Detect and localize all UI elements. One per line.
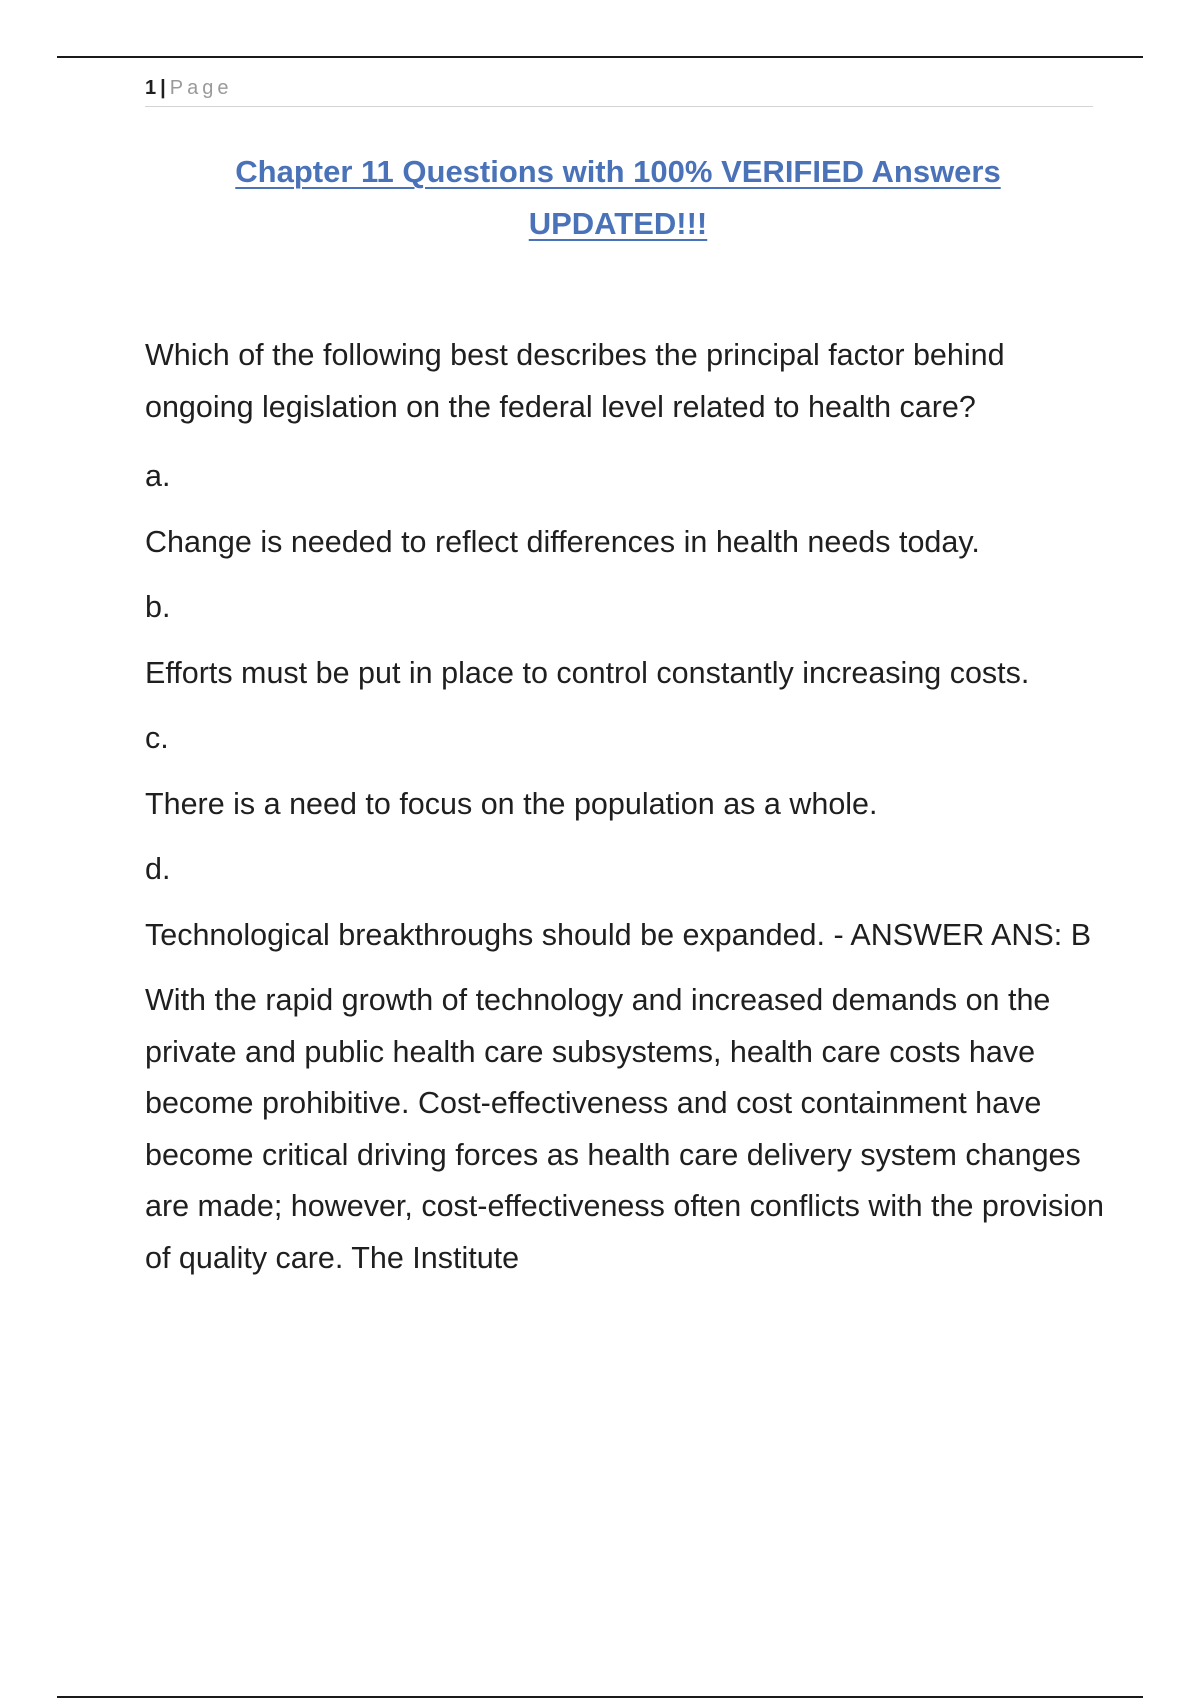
top-rule <box>57 56 1143 58</box>
page-number: 1 <box>145 77 157 99</box>
question-text: Which of the following best describes the principal factor behind ongoing legislation on the federal level related to health care? <box>145 338 1005 424</box>
page-separator: | <box>160 77 166 99</box>
option-a-text: Change is needed to reflect differences in health needs today. <box>145 524 980 559</box>
page-label: Page <box>169 77 233 99</box>
document-title <box>100 146 1136 250</box>
option-b-letter: b. <box>145 590 171 624</box>
title-line-2: UPDATED!!! <box>528 206 708 241</box>
answer-rationale: With the rapid growth of technology and increased demands on the private and public health care subsystems, health care costs have become prohibitive. Cost-effectiveness and cost containment have become critical driving forces as health care delivery system changes are made; however, cost-effectiveness often conflicts with the provision of quality care. The Institute <box>145 983 1104 1275</box>
bottom-rule <box>57 1696 1143 1698</box>
option-d-text-with-answer: Technological breakthroughs should be expanded. - ANSWER ANS: B <box>145 917 1092 952</box>
option-a-letter: a. <box>145 459 171 493</box>
question-block <box>145 330 1105 1298</box>
option-d-letter: d. <box>145 852 171 886</box>
title-line-1: Chapter 11 Questions with 100% VERIFIED Answers <box>235 154 1001 189</box>
page-header <box>145 74 1093 107</box>
option-c-letter: c. <box>145 721 169 755</box>
option-b-text: Efforts must be put in place to control constantly increasing costs. <box>145 655 1030 690</box>
option-c-text: There is a need to focus on the population as a whole. <box>145 786 878 821</box>
